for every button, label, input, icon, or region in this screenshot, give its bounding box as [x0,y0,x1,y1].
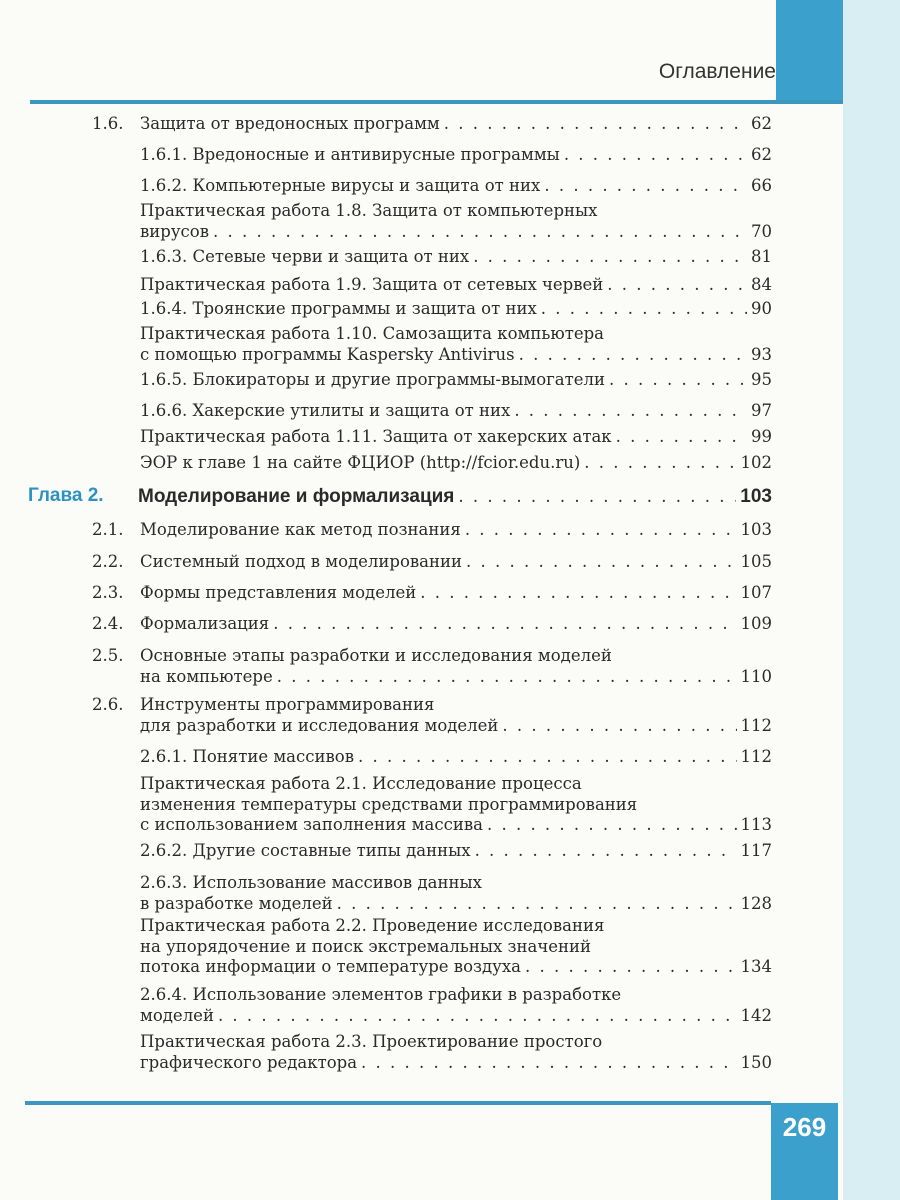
toc-entry [0,747,772,768]
toc-entry-number: 2.6. [92,695,124,714]
page-edge-strip [843,0,900,1200]
toc-entry-number: 2.4. [92,614,124,633]
toc-page-number: 112 [740,715,772,735]
toc-entry-title: 2.6.1. Понятие массивов [140,747,355,766]
toc-entry [0,201,772,242]
toc-entry-title: Инструменты программирования [140,695,435,714]
dot-leader [541,299,747,320]
footer-rule [25,1101,771,1105]
toc-entry [0,114,772,135]
toc-entry [0,841,772,862]
toc-page-number: 103 [740,520,772,539]
dot-leader [458,486,736,508]
toc-entry [0,695,772,736]
toc-entry-title: 1.6.5. Блокираторы и другие программы-вымогатели [140,370,606,389]
dot-leader [544,176,747,197]
toc-entry-title: с использованием заполнения массива [140,815,483,834]
toc-entry [0,299,772,320]
toc-page-number: 97 [751,401,772,420]
toc-entry-title: на упорядочение и поиск экстремальных значений [140,936,591,956]
dot-leader [420,583,736,604]
toc-page-number: 70 [751,221,772,241]
toc-entry [0,520,772,541]
dot-leader [514,401,747,422]
toc-page-number: 107 [740,583,772,602]
toc-page-number: 142 [740,1005,772,1025]
toc-page-number: 93 [751,344,772,364]
toc-entry-title: Защита от вредоносных программ [140,114,440,133]
dot-leader [609,370,747,391]
toc-entry [0,453,772,474]
toc-entry-number: 2.1. [92,520,124,539]
dot-leader [475,841,737,862]
dot-leader [218,1006,737,1027]
toc-entry-title: 1.6.1. Вредоносные и антивирусные программы [140,145,560,164]
toc-page-number: 95 [751,370,772,389]
toc-page-number: 150 [740,1052,772,1072]
toc-page-number: 99 [751,427,772,446]
toc-page-number: 110 [740,666,772,686]
toc-entry-number: 2.5. [92,646,124,665]
dot-leader [525,957,736,978]
dot-leader [337,894,737,915]
toc-page-number: 66 [751,176,772,195]
toc-entry-number: Глава 2. [28,485,104,506]
toc-entry-title: 1.6.6. Хакерские утилиты и защита от них [140,401,511,420]
toc-entry-title: с помощью программы Kaspersky Antivirus [140,344,515,364]
dot-leader [473,247,747,268]
dot-leader [564,145,747,166]
toc-page-number: 117 [740,841,772,860]
toc-entry-title: Практическая работа 2.1. Исследование процесса [140,774,582,793]
toc-page-number: 103 [740,486,772,507]
toc-entry-number: 2.3. [92,583,124,602]
toc-entry [0,552,772,573]
toc-entry [0,646,772,687]
toc-entry-title: Практическая работа 2.2. Проведение исследования [140,916,605,935]
toc-entry-title: Основные этапы разработки и исследования моделей [140,646,612,665]
toc-entry-title: для разработки и исследования моделей [140,715,499,735]
toc-page-number: 62 [751,145,772,164]
toc-page-number: 105 [740,552,772,571]
toc-entry-title: 1.6.2. Компьютерные вирусы и защита от них [140,176,541,195]
toc-entry-title: Практическая работа 1.9. Защита от сетевых червей [140,275,604,294]
toc-entry-title: Практическая работа 1.10. Самозащита компьютера [140,324,604,343]
toc-entry [0,401,772,422]
toc-entry-title: Моделирование и формализация [138,486,455,507]
toc-entry-title: в разработке моделей [140,893,333,913]
toc-entry [0,916,772,978]
dot-leader [465,520,737,541]
dot-leader [213,222,747,243]
toc-entry-title: 1.6.4. Троянские программы и защита от них [140,299,537,318]
toc-entry-title: вирусов [140,221,210,241]
dot-leader [607,275,747,296]
dot-leader [584,453,736,474]
toc-entry [0,583,772,604]
dot-leader [358,747,736,768]
toc-entry [0,614,772,635]
dot-leader [519,345,747,366]
toc-entry-number: 1.6. [92,114,124,133]
toc-entry-title: Формы представления моделей [140,583,417,602]
toc-entry [0,1032,772,1073]
toc-entry-title: 2.6.2. Другие составные типы данных [140,841,471,860]
toc-entry-title: изменения температуры средствами программирования [140,794,638,814]
toc-page-number: 84 [751,275,772,294]
toc-entry-number: 2.2. [92,552,124,571]
toc-entry-title: Системный подход в моделировании [140,552,463,571]
toc-page-number: 112 [740,747,772,766]
dot-leader [502,716,736,737]
page-number: 269 [782,1112,827,1142]
toc-page-number: 90 [751,299,772,318]
dot-leader [277,667,737,688]
toc-entry-title: моделей [140,1005,214,1025]
toc-entry-title: графического редактора [140,1052,358,1072]
toc-entry-title: потока информации о температуре воздуха [140,957,522,976]
toc-entry-title: Практическая работа 1.11. Защита от хакерских атак [140,427,612,446]
toc-entry-title: на компьютере [140,666,273,686]
toc-page-number: 134 [740,957,772,976]
toc-entry [0,873,772,914]
toc-page-number: 109 [740,614,772,633]
toc-entry [0,247,772,268]
dot-leader [466,552,736,573]
toc-entry-title: Практическая работа 2.3. Проектирование простого [140,1032,603,1051]
dot-leader [487,815,737,836]
toc-entry-title: Практическая работа 1.8. Защита от компьютерных [140,201,598,220]
toc-entry [0,176,772,197]
toc-entry [0,324,772,365]
dot-leader [444,114,747,135]
toc-entry-title: Формализация [140,614,270,633]
toc-page-number: 113 [740,815,772,834]
dot-leader [361,1053,736,1074]
toc-page-number: 102 [740,453,772,472]
dot-leader [616,427,747,448]
toc-chapter [0,486,772,508]
toc-entry [0,370,772,391]
running-header: Оглавление [658,60,776,83]
toc-entry [0,985,772,1026]
header-rule [30,100,843,104]
toc-page-number: 81 [751,247,772,266]
toc-entry [0,427,772,448]
toc-page-number: 62 [751,114,772,133]
toc-entry [0,774,772,836]
toc-entry [0,275,772,296]
toc-entry-title: Моделирование как метод познания [140,520,461,539]
header-color-block [776,0,843,102]
toc-entry-title: ЭОР к главе 1 на сайте ФЦИОР (http://fcior.edu.ru) [140,453,581,472]
toc-entry-title: 2.6.3. Использование массивов данных [140,873,482,892]
toc-entry [0,145,772,166]
dot-leader [273,614,736,635]
toc-page-number: 128 [740,893,772,913]
toc-entry-title: 2.6.4. Использование элементов графики в разработке [140,985,622,1004]
toc-entry-title: 1.6.3. Сетевые черви и защита от них [140,247,470,266]
